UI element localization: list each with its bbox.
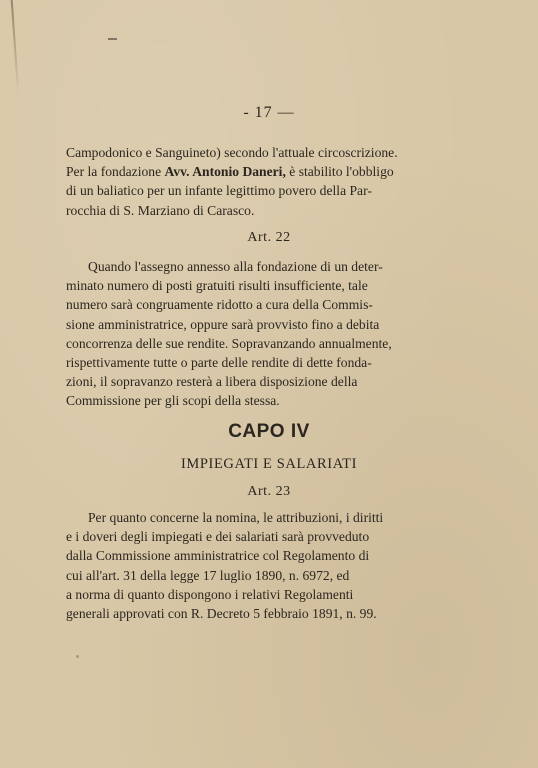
text-line: minato numero di posti gratuiti risulti insufficiente, tale xyxy=(66,278,368,294)
text-span: Per la fondazione xyxy=(66,164,165,180)
text-line: e i doveri degli impiegati e dei salariati sarà provveduto xyxy=(66,529,370,545)
foundation-name: Avv. Antonio Daneri, xyxy=(164,164,286,180)
page-fold-mark xyxy=(11,0,20,95)
text-line: cui all'art. 31 della legge 17 luglio 1890, n. 6972, ed xyxy=(66,567,350,583)
page-number: - 17 — xyxy=(243,104,295,121)
text-line: zioni, il sopravanzo resterà a libera disposizione della xyxy=(66,374,358,390)
text-line: numero sarà congruamente ridotto a cura della Commis- xyxy=(66,297,373,313)
text-line: Quando l'assegno annesso alla fondazione di un deter- xyxy=(88,259,383,274)
article-heading-22: Art. 22 xyxy=(247,230,291,245)
chapter-subtitle: IMPIEGATI E SALARIATI xyxy=(180,456,358,472)
article-heading-23: Art. 23 xyxy=(247,484,291,499)
text-line: rispettivamente tutte o parte delle rendite di dette fonda- xyxy=(66,355,372,371)
ink-speck xyxy=(108,38,117,40)
text-line: Per quanto concerne la nomina, le attribuzioni, i diritti xyxy=(88,510,384,525)
text-line: rocchia di S. Marziano di Carasco. xyxy=(66,202,255,218)
paragraph-fondazione-daneri xyxy=(66,143,430,220)
text-line: Commissione per gli scopi della stessa. xyxy=(66,393,280,409)
text-line: dalla Commissione amministratrice col Regolamento di xyxy=(66,548,370,564)
chapter-title: CAPO IV xyxy=(228,421,310,442)
text-line: sione amministratrice, oppure sarà provvisto fino a debita xyxy=(66,316,380,332)
text-line: a norma di quanto dispongono i relativi Regolamenti xyxy=(66,586,354,602)
text-line xyxy=(66,162,430,181)
text-span: è stabilito l'obbligo xyxy=(285,164,394,180)
paragraph-article-23 xyxy=(66,508,430,623)
text-line: di un baliatico per un infante legittimo povero della Par- xyxy=(66,183,372,199)
text-line: Campodonico e Sanguineto) secondo l'attuale circoscrizione. xyxy=(66,145,398,160)
text-line: generali approvati con R. Decreto 5 febbraio 1891, n. 99. xyxy=(66,606,377,622)
paragraph-article-22 xyxy=(66,257,430,411)
paper-mark xyxy=(76,655,79,658)
text-line: concorrenza delle sue rendite. Sopravanzando annualmente, xyxy=(66,335,392,351)
